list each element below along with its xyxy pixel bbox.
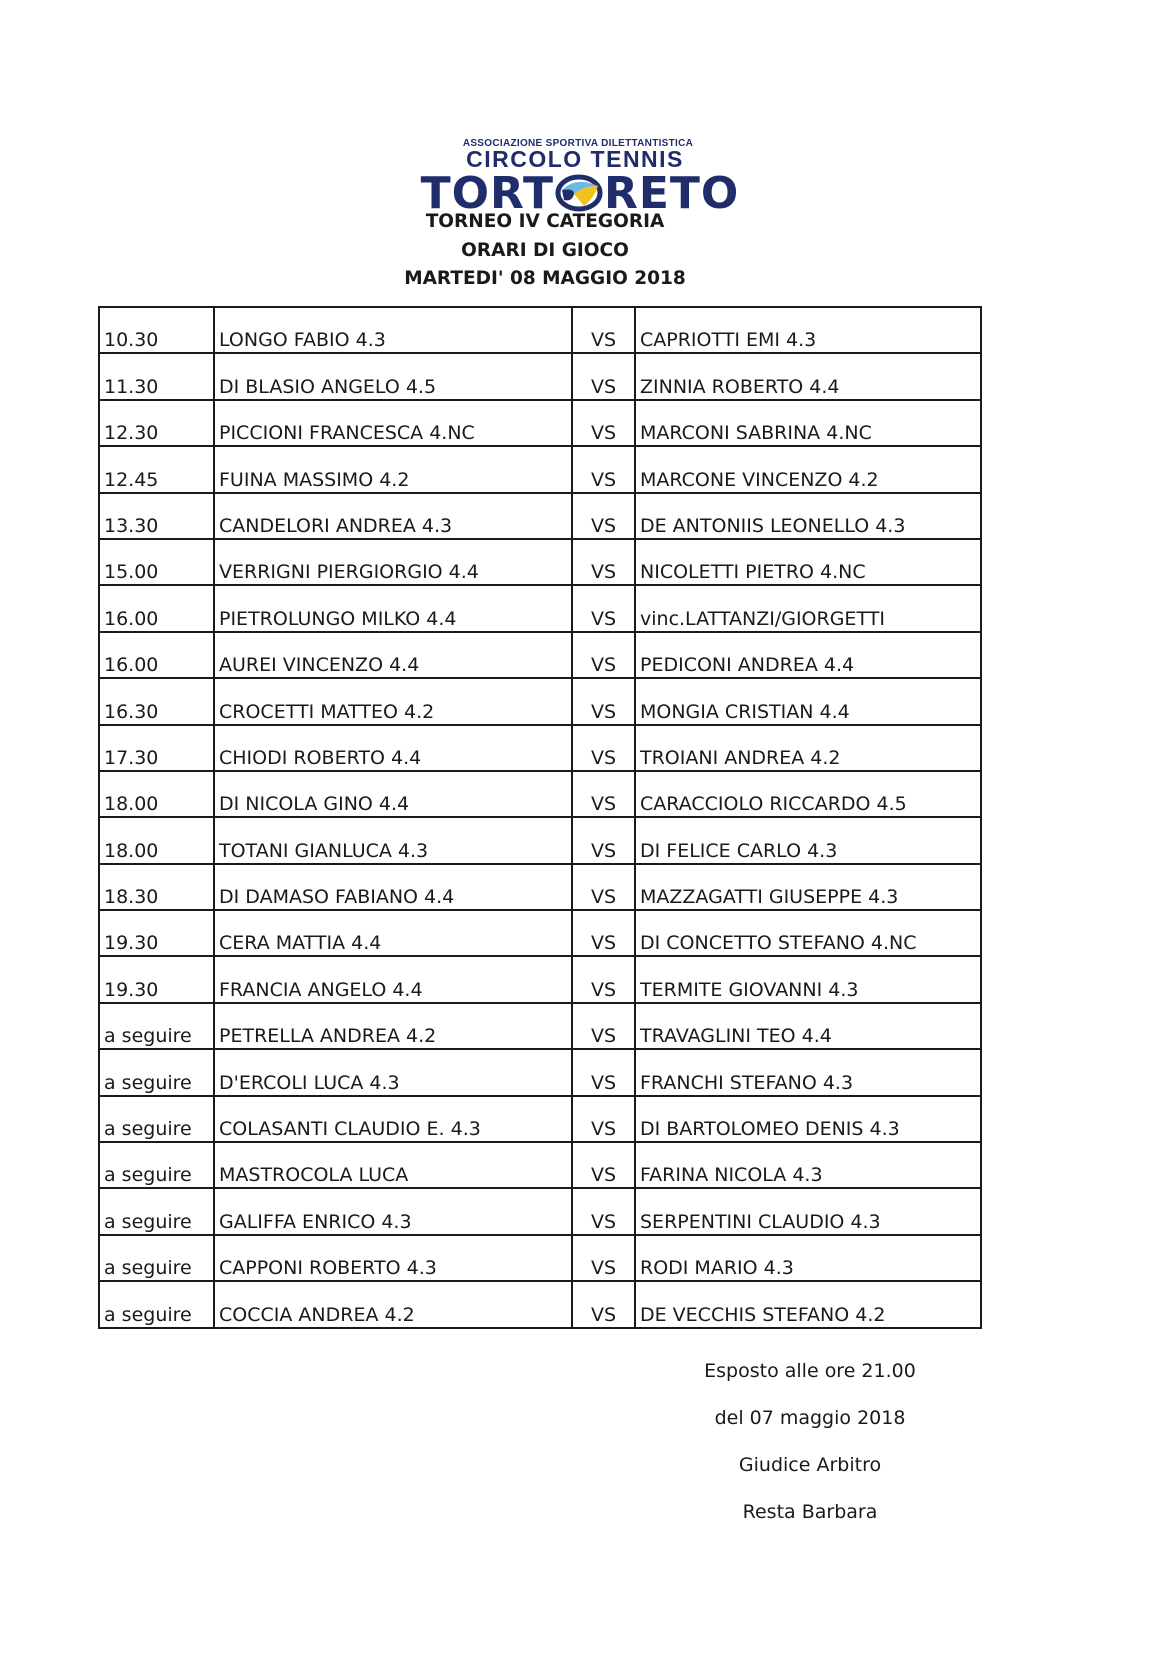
player-one: VERRIGNI PIERGIORGIO 4.4 [214, 539, 572, 585]
logo-name-left: TORT [420, 168, 554, 219]
player-two: TRAVAGLINI TEO 4.4 [635, 1003, 981, 1049]
vs-label: VS [572, 400, 635, 446]
player-two: MARCONE VINCENZO 4.2 [635, 446, 981, 492]
table-row [99, 1281, 981, 1327]
table-row [99, 1235, 981, 1281]
vs-label: VS [572, 1003, 635, 1049]
logo-name-right: RETO [603, 168, 740, 219]
table-row [99, 632, 981, 678]
match-schedule-body [99, 307, 981, 1328]
player-two: FARINA NICOLA 4.3 [635, 1142, 981, 1188]
player-one: MASTROCOLA LUCA [214, 1142, 572, 1188]
match-time: 11.30 [99, 353, 214, 399]
posted-date: del 07 maggio 2018 [714, 1407, 906, 1429]
match-time: 16.30 [99, 678, 214, 724]
match-time: 19.30 [99, 956, 214, 1002]
table-row [99, 307, 981, 353]
player-one: LONGO FABIO 4.3 [214, 307, 572, 353]
vs-label: VS [572, 632, 635, 678]
player-two: CAPRIOTTI EMI 4.3 [635, 307, 981, 353]
referee-label: Giudice Arbitro [738, 1454, 882, 1476]
referee-name: Resta Barbara [742, 1501, 878, 1523]
match-time: 16.00 [99, 632, 214, 678]
player-two: DI BARTOLOMEO DENIS 4.3 [635, 1096, 981, 1142]
match-time: a seguire [99, 1188, 214, 1234]
table-row [99, 864, 981, 910]
player-two: MONGIA CRISTIAN 4.4 [635, 678, 981, 724]
table-row [99, 725, 981, 771]
match-time: a seguire [99, 1003, 214, 1049]
match-time: 12.45 [99, 446, 214, 492]
match-time: 12.30 [99, 400, 214, 446]
player-two: MAZZAGATTI GIUSEPPE 4.3 [635, 864, 981, 910]
player-one: CANDELORI ANDREA 4.3 [214, 493, 572, 539]
match-time: 18.30 [99, 864, 214, 910]
player-one: CHIODI ROBERTO 4.4 [214, 725, 572, 771]
player-two: RODI MARIO 4.3 [635, 1235, 981, 1281]
player-one: D'ERCOLI LUCA 4.3 [214, 1049, 572, 1095]
player-two: vinc.LATTANZI/GIORGETTI [635, 585, 981, 631]
table-row [99, 1003, 981, 1049]
vs-label: VS [572, 956, 635, 1002]
vs-label: VS [572, 1188, 635, 1234]
table-row [99, 1188, 981, 1234]
table-row [99, 1049, 981, 1095]
vs-label: VS [572, 725, 635, 771]
match-time: a seguire [99, 1096, 214, 1142]
match-time: 15.00 [99, 539, 214, 585]
player-two: NICOLETTI PIETRO 4.NC [635, 539, 981, 585]
table-row [99, 493, 981, 539]
tennis-ball-icon [554, 172, 604, 212]
match-schedule-table [98, 306, 982, 1329]
vs-label: VS [572, 1281, 635, 1327]
schedule-subtitle: ORARI DI GIOCO [461, 240, 629, 261]
player-one: TOTANI GIANLUCA 4.3 [214, 817, 572, 863]
table-row [99, 400, 981, 446]
vs-label: VS [572, 1142, 635, 1188]
vs-label: VS [572, 493, 635, 539]
table-row [99, 1096, 981, 1142]
vs-label: VS [572, 771, 635, 817]
table-row [99, 817, 981, 863]
player-one: DI DAMASO FABIANO 4.4 [214, 864, 572, 910]
player-one: DI BLASIO ANGELO 4.5 [214, 353, 572, 399]
match-time: 19.30 [99, 910, 214, 956]
player-two: DE VECCHIS STEFANO 4.2 [635, 1281, 981, 1327]
match-time: 13.30 [99, 493, 214, 539]
player-two: CARACCIOLO RICCARDO 4.5 [635, 771, 981, 817]
table-row [99, 446, 981, 492]
vs-label: VS [572, 1049, 635, 1095]
player-two: PEDICONI ANDREA 4.4 [635, 632, 981, 678]
player-one: COLASANTI CLAUDIO E. 4.3 [214, 1096, 572, 1142]
table-row [99, 910, 981, 956]
player-two: ZINNIA ROBERTO 4.4 [635, 353, 981, 399]
player-two: TERMITE GIOVANNI 4.3 [635, 956, 981, 1002]
vs-label: VS [572, 446, 635, 492]
player-one: PIETROLUNGO MILKO 4.4 [214, 585, 572, 631]
logo-club-text: CIRCOLO TENNIS [466, 146, 684, 172]
table-row [99, 956, 981, 1002]
vs-label: VS [572, 307, 635, 353]
player-one: CAPPONI ROBERTO 4.3 [214, 1235, 572, 1281]
player-one: FUINA MASSIMO 4.2 [214, 446, 572, 492]
vs-label: VS [572, 678, 635, 724]
player-two: DI CONCETTO STEFANO 4.NC [635, 910, 981, 956]
vs-label: VS [572, 585, 635, 631]
player-two: DE ANTONIIS LEONELLO 4.3 [635, 493, 981, 539]
table-row [99, 771, 981, 817]
vs-label: VS [572, 910, 635, 956]
table-row [99, 585, 981, 631]
match-time: 16.00 [99, 585, 214, 631]
table-row [99, 539, 981, 585]
vs-label: VS [572, 1235, 635, 1281]
player-one: GALIFFA ENRICO 4.3 [214, 1188, 572, 1234]
table-row [99, 1142, 981, 1188]
tournament-title: TORNEO IV CATEGORIA [425, 211, 665, 232]
player-two: TROIANI ANDREA 4.2 [635, 725, 981, 771]
vs-label: VS [572, 817, 635, 863]
match-time: 18.00 [99, 771, 214, 817]
match-time: a seguire [99, 1281, 214, 1327]
player-two: DI FELICE CARLO 4.3 [635, 817, 981, 863]
player-one: CROCETTI MATTEO 4.2 [214, 678, 572, 724]
posted-time: Esposto alle ore 21.00 [704, 1360, 916, 1382]
match-time: a seguire [99, 1235, 214, 1281]
vs-label: VS [572, 539, 635, 585]
vs-label: VS [572, 353, 635, 399]
logo-association-text: ASSOCIAZIONE SPORTIVA DILETTANTISTICA [462, 138, 694, 149]
player-one: PETRELLA ANDREA 4.2 [214, 1003, 572, 1049]
player-one: PICCIONI FRANCESCA 4.NC [214, 400, 572, 446]
player-one: FRANCIA ANGELO 4.4 [214, 956, 572, 1002]
vs-label: VS [572, 864, 635, 910]
player-two: FRANCHI STEFANO 4.3 [635, 1049, 981, 1095]
match-time: 10.30 [99, 307, 214, 353]
match-time: a seguire [99, 1049, 214, 1095]
match-time: a seguire [99, 1142, 214, 1188]
player-two: MARCONI SABRINA 4.NC [635, 400, 981, 446]
player-one: AUREI VINCENZO 4.4 [214, 632, 572, 678]
match-time: 18.00 [99, 817, 214, 863]
table-row [99, 678, 981, 724]
table-row [99, 353, 981, 399]
player-one: COCCIA ANDREA 4.2 [214, 1281, 572, 1327]
player-two: SERPENTINI CLAUDIO 4.3 [635, 1188, 981, 1234]
match-time: 17.30 [99, 725, 214, 771]
player-one: DI NICOLA GINO 4.4 [214, 771, 572, 817]
schedule-date: MARTEDI' 08 MAGGIO 2018 [404, 268, 686, 289]
player-one: CERA MATTIA 4.4 [214, 910, 572, 956]
vs-label: VS [572, 1096, 635, 1142]
